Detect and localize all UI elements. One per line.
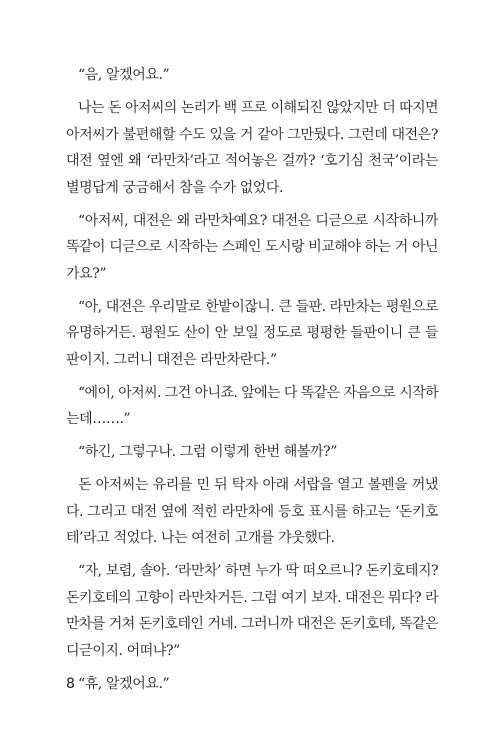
paragraph bbox=[66, 380, 438, 433]
paragraph bbox=[66, 62, 438, 89]
paragraph bbox=[66, 671, 438, 698]
book-page-body bbox=[66, 62, 438, 704]
text-line: 유명하거든. 평원도 산이 안 보일 정도로 평평한 들판이니 큰 들 bbox=[66, 325, 438, 341]
text-line: 대전 옆엔 왜 ‘라만차’라고 적어놓은 걸까? ‘호기심 천국’이라는 bbox=[66, 153, 438, 169]
text-line: 는데…….” bbox=[66, 411, 131, 427]
text-line: 만차를 거쳐 돈키호테인 거네. 그러니까 대전은 돈키호테, 똑같은 bbox=[66, 616, 438, 632]
text-line: 아저씨가 불편해할 수도 있을 거 같아 그만뒀다. 그런데 대전은? bbox=[66, 126, 438, 143]
paragraph bbox=[66, 95, 438, 201]
text-line: “자, 보렴, 솔아. ‘라만차’ 하면 누가 딱 떠오르니? 돈키호테지? bbox=[78, 563, 438, 579]
text-line: 돈 아저씨는 유리를 민 뒤 탁자 아래 서랍을 열고 볼펜을 꺼냈 bbox=[78, 477, 438, 493]
paragraph bbox=[66, 439, 438, 466]
text-line: 디귿이지. 어떠냐?” bbox=[66, 642, 180, 659]
paragraph bbox=[66, 294, 438, 374]
text-line: 나는 돈 아저씨의 논리가 백 프로 이해되진 않았지만 더 따지면 bbox=[78, 100, 438, 116]
text-line: 가요?” bbox=[66, 265, 107, 282]
text-line: “하긴, 그렇구나. 그럼 이렇게 한번 해볼까?” bbox=[78, 444, 337, 460]
paragraph bbox=[66, 558, 438, 664]
text-line: 별명답게 궁금해서 참을 수가 없었다. bbox=[66, 179, 284, 196]
text-line: “에이, 아저씨. 그건 아니죠. 앞에는 다 똑같은 자음으로 시작하 bbox=[78, 384, 438, 401]
text-line: “휴, 알겠어요.” bbox=[78, 675, 170, 692]
text-line: 판이지. 그러니 대전은 라만차란다.” bbox=[66, 351, 277, 368]
paragraph bbox=[66, 472, 438, 552]
page-number: 8 bbox=[66, 676, 75, 692]
text-line: 돈키호테의 고향이 라만차거든. 그럼 여기 보자. 대전은 뭐다? 라 bbox=[66, 589, 439, 606]
paragraph bbox=[66, 208, 438, 288]
text-line: “아저씨, 대전은 왜 라만차예요? 대전은 디귿으로 시작하니까 bbox=[78, 212, 438, 229]
text-line: 다. 그리고 대전 옆에 적힌 라만차에 등호 표시를 하고는 ‘돈키호 bbox=[66, 503, 438, 520]
text-line: 똑같이 디귿으로 시작하는 스페인 도시랑 비교해야 하는 거 아닌 bbox=[66, 239, 438, 255]
text-line: “음, 알겠어요.” bbox=[78, 67, 170, 83]
text-line: “아, 대전은 우리말로 한밭이잖니. 큰 들판. 라만차는 평원으로 bbox=[78, 298, 438, 315]
text-line: 테’라고 적었다. 나는 여전히 고개를 갸웃했다. bbox=[66, 530, 335, 546]
